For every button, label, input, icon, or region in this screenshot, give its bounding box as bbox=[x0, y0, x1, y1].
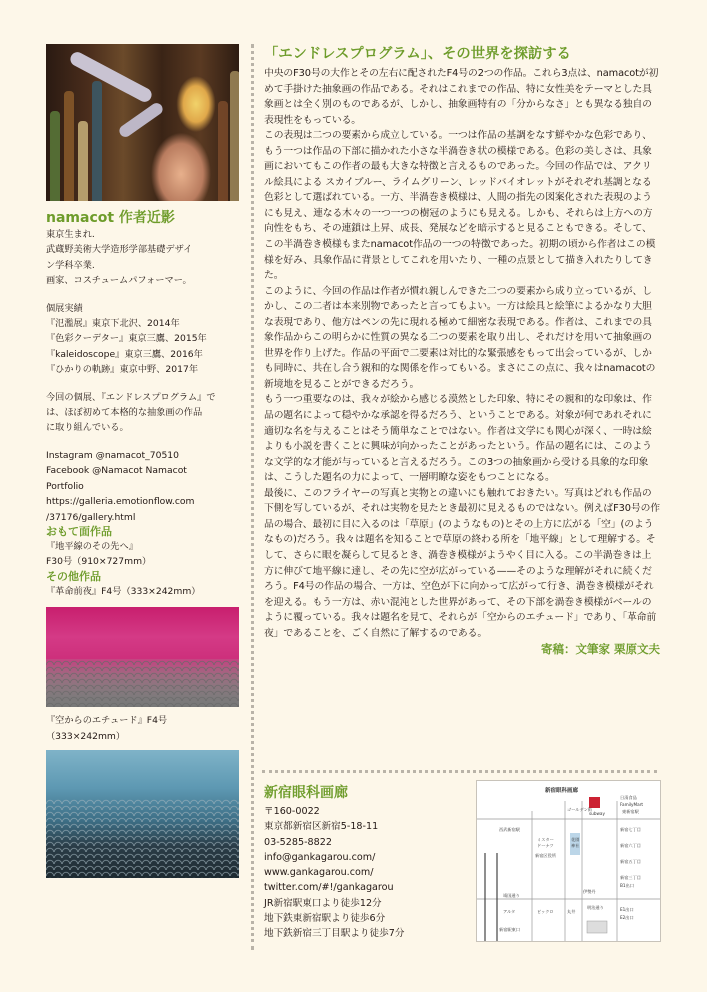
exhibition-item: 『ひかりの軌跡』東京中野、2017年 bbox=[46, 364, 199, 376]
map-label: 丸井 bbox=[567, 909, 576, 914]
gallery-phone[interactable]: 03-5285-8822 bbox=[264, 836, 332, 848]
map-label: 西武新宿駅 bbox=[499, 827, 520, 832]
map-label: 新宿三丁目 bbox=[620, 875, 641, 880]
article-paragraph: 最後に、このフライヤーの写真と実物との違いにも触れておきたい。写真はどれも作品の下側を写しているが、それは実物を見たとき最初に見えるものではない。例えばF30号の作品の場合、最初に目に入るのは「草原」(のようなもの)とその上方に広がる「空」(のようなもの)だろう。我々は題名を知ることで草原の終わる所を「地平線」として理解する。そして、さらに眼を凝らして見るとき、渦巻き模様がようやく目に入る。この半渦巻きは上方に伸びて地平線に達し、その先に空が広がっている——そのような理解がそれに続くだろう。F4号の作品の場合、一方は、空色が下に向かって広がって行き、渦巻き模様がそれを迎える。もう一方は、赤い混沌とした世界があって、その下部を渦巻き模様がベールのように覆っている。我々は題名を見て、それらが「空からのエチュード」であり、「革命前夜」であることを、ごく自然に了解するのである。 bbox=[264, 487, 660, 639]
photo-figure-boot bbox=[117, 101, 165, 140]
map-label: B1出口 bbox=[620, 883, 634, 888]
other-work-2-size: （333×242mm） bbox=[46, 730, 126, 742]
main-work-heading: おもて面作品 bbox=[46, 524, 112, 538]
column-divider bbox=[251, 44, 254, 950]
map-label: 東新宿駅 bbox=[622, 809, 639, 814]
portfolio-url-cont[interactable]: /37176/gallery.html bbox=[46, 511, 136, 523]
map-label: 花園 bbox=[571, 837, 580, 842]
map-label: 神社 bbox=[571, 843, 580, 848]
gallery-access: 地下鉄東新宿駅より徒歩6分 bbox=[264, 913, 386, 925]
artist-photo bbox=[46, 44, 239, 201]
map-label: E1出口 bbox=[620, 907, 634, 912]
access-map bbox=[476, 780, 661, 942]
map-label: 新宿六丁目 bbox=[620, 843, 641, 848]
map-label: 新宿七丁目 bbox=[620, 827, 641, 832]
main-work-size: F30号（910×727mm） bbox=[46, 556, 152, 568]
gallery-name: 新宿眼科画廊 bbox=[264, 785, 348, 801]
map-label: 新宿駅東口 bbox=[499, 927, 520, 932]
map-label: ゴールデン街 bbox=[567, 807, 592, 812]
map-label: 新宿眼科画廊 bbox=[545, 788, 579, 794]
map-label: 新宿五丁目 bbox=[620, 859, 641, 864]
article-paragraph: このように、今回の作品は作者が慣れ親しんできた二つの要素から成り立っているが、しかし、この二者は本来別物であったと言ってもよい。一方は絵具と絵筆によるかなり大胆な表現であり、他方はペンの先に現れる極めて細密な表現である。作者は、これまでの具象作品からこの明らかに性質の異なる二つの要素を取り出し、それだけを用いて抽象画の世界を作り上げた。作品の平面で二要素は対比的な緊張感をもって出会っているが、しかも同時に、共在し合う親和的な関係を作ってもいる。まさにこの点に、我々はnamacotの新境地を見ることができるだろう。 bbox=[264, 285, 656, 390]
map-label: 靖国通り bbox=[503, 893, 520, 898]
map-label: アルタ bbox=[503, 909, 516, 914]
artist-heading: namacot 作者近影 bbox=[46, 210, 175, 226]
section-divider bbox=[262, 770, 657, 773]
map-label: subway bbox=[589, 811, 605, 816]
gallery-access: JR新宿駅東口より徒歩12分 bbox=[264, 897, 382, 909]
map-label: 日清食品 bbox=[620, 795, 637, 800]
artwork-kakumei-zenya bbox=[46, 607, 239, 707]
exhibitions-label: 個展実績 bbox=[46, 302, 83, 314]
profile-line: 画家、コスチュームパフォーマー。 bbox=[46, 275, 192, 287]
artist-profile bbox=[46, 227, 242, 289]
map-label: 新宿区役所 bbox=[535, 853, 556, 858]
map-label: ミスター bbox=[537, 837, 554, 842]
facebook-link[interactable]: Facebook @Namacot Namacot bbox=[46, 465, 187, 477]
portfolio-url[interactable]: https://galleria.emotionflow.com bbox=[46, 496, 195, 508]
other-work-1-caption: 『革命前夜』F4号（333×242mm） bbox=[46, 585, 201, 597]
map-label: 明治通り bbox=[587, 905, 604, 910]
exhibition-item: 『kaleidoscope』東京三鷹、2016年 bbox=[46, 348, 203, 360]
other-works-heading: その他作品 bbox=[46, 569, 101, 583]
other-work-2-title: 『空からのエチュード』F4号 bbox=[46, 715, 168, 727]
gallery-email[interactable]: info@gankagarou.com/ bbox=[264, 851, 376, 863]
article-title: 「エンドレスプログラム」、その世界を探訪する bbox=[264, 46, 571, 62]
article-paragraph: この表現は二つの要素から成立している。一つは作品の基調をなす鮮やかな色彩であり、もう一つは作品の下部に描かれた小さな半渦巻き状の模様である。色彩の美しさは、具象画においてもこの作者の最も大きな特徴と言えるものであった。今回の作品では、アクリル絵具による スカイブルー、ライムグリーン、レッドバイオレットがそれぞれ基調となる色彩として選ばれている。一方、半渦巻き模様は、人間の指先の図案化された表現のようにも見え、連なる木々の一つ一つの樹冠のようにも見える。しかも、それらは上方への方向性をもち、その連鎖は上昇、成長、発展などを暗示すると見ることもできる。そして、この半渦巻き模様もまたnamacot作品の一つの特徴であった。初期の頃から作者はこの模様を好み、具象作品に背景としてこれを用いたり、一種の点景として描き入れたりしてきた。 bbox=[264, 130, 656, 282]
profile-line: 武蔵野美術大学造形学部基礎デザイ bbox=[46, 244, 193, 256]
main-work-title: 『地平線のその先へ』 bbox=[46, 540, 138, 552]
artwork-sora-etude bbox=[46, 750, 239, 878]
article-credit: 寄稿：文筆家 栗原文夫 bbox=[540, 642, 660, 657]
map-label: E2出口 bbox=[620, 915, 634, 920]
left-column bbox=[46, 44, 242, 878]
gallery-address: 東京都新宿区新宿5-18-11 bbox=[264, 821, 379, 833]
article-paragraph: 中央のF30号の大作とその左右に配されたF4号の2つの作品。これら3点は、namacotが初めて手掛けた抽象画の作品である。それはこれまでの作品、特に女性美をテーマとした具象画とは全く別のものであるが、しかし、抽象画特有の「分からなさ」とも異なる独自の表現性をもっている。 bbox=[264, 68, 659, 126]
article-paragraph: もう一つ重要なのは、我々が絵から感じる漠然とした印象、特にその親和的な印象は、作品の題名によって穏やかな承認を得るだろう、ということである。対象が何であれそれに適切な名を与えることはそう簡単なことではない。作者は文学にも関心が深く、一時は絵よりも小説を書くことに興味が向かったことがあったという。作品の題名には、このような文学的な才能が与っていると言えるだろう。この3つの抽象画から受ける具象的な印象は、こうした題名の力によって、一層明瞭な姿をもつことになる。 bbox=[264, 394, 652, 484]
gallery-access: 地下鉄新宿三丁目駅より徒歩7分 bbox=[264, 928, 405, 940]
gallery-website[interactable]: www.gankagarou.com/ bbox=[264, 867, 374, 879]
instagram-link[interactable]: Instagram @namacot_70510 bbox=[46, 449, 179, 461]
profile-line: ン学科卒業. bbox=[46, 259, 95, 271]
gallery-postal: 〒160-0022 bbox=[264, 806, 320, 817]
map-label: ビックロ bbox=[537, 909, 554, 914]
article-body bbox=[264, 66, 660, 641]
gallery-twitter[interactable]: twitter.com/#!/gankagarou bbox=[264, 882, 394, 894]
portfolio-label: Portfolio bbox=[46, 480, 84, 492]
gallery-info bbox=[264, 784, 474, 942]
exhibition-item: 『氾濫展』東京下北沢、2014年 bbox=[46, 318, 180, 330]
map-label: 伊勢丹 bbox=[583, 889, 596, 894]
artist-note-line: 今回の個展、『エンドレスプログラム』で bbox=[46, 391, 216, 403]
map-label: ドーナツ bbox=[537, 843, 554, 848]
photo-figure-arm bbox=[68, 50, 154, 105]
exhibition-item: 『色彩クーデター』東京三鷹、2015年 bbox=[46, 333, 207, 345]
artist-note-line: に取り組んでいる。 bbox=[46, 422, 129, 434]
profile-line: 東京生まれ. bbox=[46, 229, 95, 240]
article bbox=[264, 44, 660, 658]
artist-note-line: は、ほぼ初めて本格的な抽象画の作品 bbox=[46, 407, 203, 419]
map-label: FamilyMart bbox=[620, 802, 644, 807]
